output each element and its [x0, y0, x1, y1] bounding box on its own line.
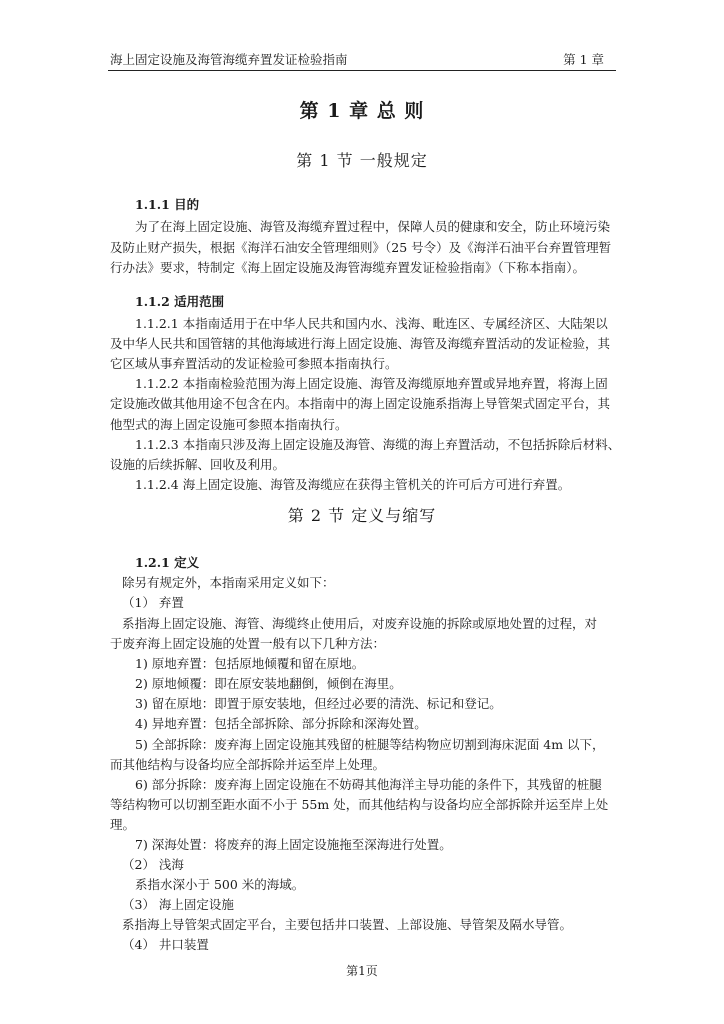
paragraph-line: 1.1.2.3 本指南只涉及海上固定设施及海管、海缆的海上弃置活动，不包括拆除后材料、 [135, 437, 621, 452]
definition-term: （2） 浅海 [122, 857, 184, 872]
chapter-title: 第 1 章 总 则 [299, 100, 425, 122]
heading-1-2-1: 1.2.1 定义 [135, 555, 200, 570]
paragraph-line: 定设施改做其他用途不包含在内。本指南中的海上固定设施系指海上导管架式固定平台，其 [110, 396, 611, 411]
paragraph-line: 1.1.2.2 本指南检验范围为海上固定设施、海管及海缆原地弃置或异地弃置，将海上固 [135, 376, 608, 391]
paragraph-line: 系指水深小于 500 米的海域。 [135, 877, 305, 892]
paragraph-line: 除另有规定外，本指南采用定义如下： [122, 575, 335, 590]
heading-1-1-2: 1.1.2 适用范围 [135, 294, 225, 309]
section-title-2: 第 2 节 定义与缩写 [287, 506, 437, 525]
header-rule [108, 70, 616, 71]
list-item: 7) 深海处置：将废弃的海上固定设施拖至深海进行处置。 [135, 837, 452, 852]
paragraph-line: 1.1.2.1 本指南适用于在中华人民共和国内水、浅海、毗连区、专属经济区、大陆架以 [135, 316, 608, 331]
list-item: 2) 原地倾覆：即在原安装地翻倒，倾倒在海里。 [135, 676, 402, 691]
list-item: 6) 部分拆除：废弃海上固定设施在不妨碍其他海洋主导功能的条件下，其残留的桩腿 [135, 777, 602, 792]
paragraph-line: 于废弃海上固定设施的处置一般有以下几种方法： [110, 636, 386, 651]
section-title-1: 第 1 节 一般规定 [296, 151, 428, 170]
list-item: 5) 全部拆除：废弃海上固定设施其残留的桩腿等结构物应切割到海床泥面 4m 以下， [135, 737, 605, 752]
paragraph-line: 及防止财产损失，根据《海洋石油安全管理细则》（25 号令）及《海洋石油平台弃置管理暂 [110, 240, 612, 255]
paragraph-line: 行办法》要求，特制定《海上固定设施及海管海缆弃置发证检验指南》（下称本指南）。 [110, 260, 586, 275]
header-chapter-ref: 第 1 章 [563, 52, 604, 67]
definition-term: （3） 海上固定设施 [122, 897, 234, 912]
paragraph-line: 为了在海上固定设施、海管及海缆弃置过程中，保障人员的健康和安全，防止环境污染 [135, 219, 611, 234]
paragraph-line: 而其他结构与设备均应全部拆除并运至岸上处理。 [110, 757, 386, 772]
list-item: 4) 异地弃置：包括全部拆除、部分拆除和深海处置。 [135, 716, 427, 731]
paragraph-line: 系指海上导管架式固定平台，主要包括井口装置、上部设施、导管架及隔水导管。 [122, 917, 573, 932]
paragraph-line: 1.1.2.4 海上固定设施、海管及海缆应在获得主管机关的许可后方可进行弃置。 [135, 477, 571, 492]
paragraph-line: 及中华人民共和国管辖的其他海域进行海上固定设施、海管及海缆弃置活动的发证检验，其 [110, 336, 611, 351]
paragraph-line: 系指海上固定设施、海管、海缆终止使用后，对废弃设施的拆除或原地处置的过程，对 [122, 616, 598, 631]
header-document-title: 海上固定设施及海管海缆弃置发证检验指南 [110, 52, 348, 67]
paragraph-line: 他型式的海上固定设施可参照本指南执行。 [110, 417, 348, 432]
heading-1-1-1: 1.1.1 目的 [135, 197, 200, 212]
definition-term: （1） 弃置 [122, 595, 184, 610]
list-item: 1) 原地弃置：包括原地倾覆和留在原地。 [135, 656, 365, 671]
paragraph-line: 等结构物可以切割至距水面不小于 55m 处，而其他结构与设备均应全部拆除并运至岸上处 [110, 797, 609, 812]
definition-term: （4） 井口装置 [122, 937, 209, 952]
paragraph-line: 理。 [110, 817, 136, 832]
page-number: 第1页 [346, 964, 378, 978]
paragraph-line: 设施的后续拆解、回收及利用。 [110, 457, 286, 472]
paragraph-line: 它区域从事弃置活动的发证检验可参照本指南执行。 [110, 356, 398, 371]
list-item: 3) 留在原地：即置于原安装地，但经过必要的清洗、标记和登记。 [135, 696, 502, 711]
